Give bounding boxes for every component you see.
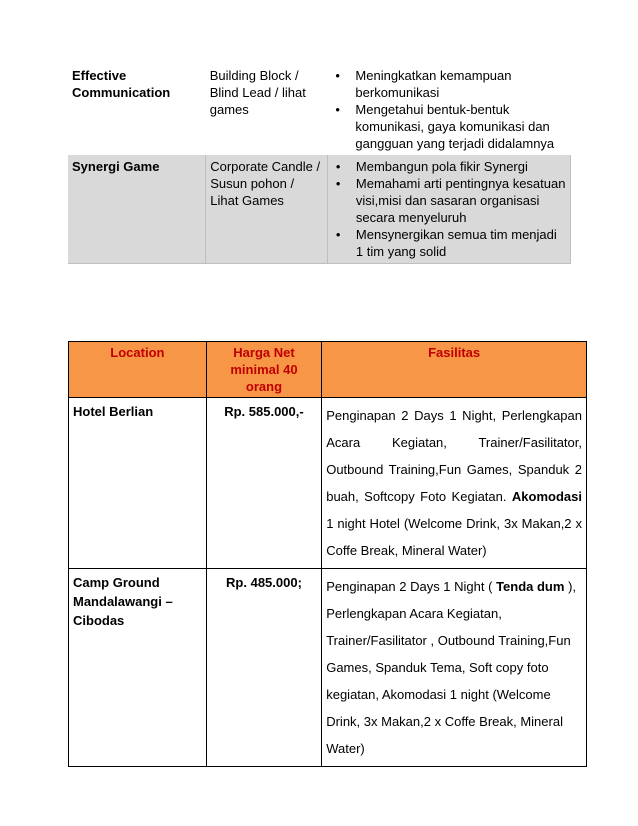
bullet-icon: • bbox=[335, 227, 341, 242]
location-cell: Hotel Berlian bbox=[69, 398, 207, 569]
objective-item: • Mengetahui bentuk-bentuk komunikasi, gaya komunikasi dan gangguan yang terjadi didalamnya bbox=[335, 102, 555, 151]
facilities-bold: Akomodasi bbox=[511, 489, 582, 504]
header-location: Location bbox=[69, 342, 207, 398]
activities-table bbox=[68, 64, 571, 264]
activity-games: Building Block / Blind Lead / lihat games bbox=[209, 68, 306, 117]
objective-item: • Memahami arti pentingnya kesatuan visi,misi dan sasaran organisasi secara menyeluruh bbox=[335, 176, 566, 225]
activity-objectives bbox=[327, 64, 570, 155]
activity-row bbox=[68, 64, 571, 155]
price-table bbox=[68, 341, 587, 767]
facilities-cell: Penginapan 2 Days 1 Night ( Tenda dum ), Perlengkapan Acara Kegiatan, Trainer/Fasilitator , Outbound Training,Fun Games, Spanduk Tema, Soft copy foto kegiatan, Akomodasi 1 night (Welcome Drink, 3x Makan,2 x Coffe Break, Mineral Water) bbox=[322, 569, 587, 767]
activity-name: Synergi Game bbox=[68, 155, 206, 264]
activity-games: Corporate Candle / Susun pohon / Lihat Games bbox=[206, 155, 328, 264]
facilities-bold: Tenda dum bbox=[496, 579, 565, 594]
activity-row bbox=[68, 155, 571, 264]
objective-item: • Meningkatkan kemampuan berkomunikasi bbox=[335, 68, 512, 100]
bullet-icon: • bbox=[335, 102, 340, 117]
activity-name: Effective Communication bbox=[72, 68, 171, 100]
price-cell: Rp. 485.000; bbox=[206, 569, 321, 767]
price-cell: Rp. 585.000,- bbox=[206, 398, 321, 569]
table-row bbox=[69, 398, 587, 569]
objective-item: • Membangun pola fikir Synergi bbox=[335, 159, 528, 174]
activity-objectives bbox=[327, 155, 570, 264]
price-table-header bbox=[69, 342, 587, 398]
bullet-icon: • bbox=[335, 176, 341, 191]
bullet-icon: • bbox=[335, 159, 341, 174]
header-price: Harga Net minimal 40 orang bbox=[206, 342, 321, 398]
objective-item: • Mensynergikan semua tim menjadi 1 tim yang solid bbox=[335, 227, 557, 259]
location-cell: Camp Ground Mandalawangi – Cibodas bbox=[69, 569, 207, 767]
table-row bbox=[69, 569, 587, 767]
bullet-icon: • bbox=[335, 68, 340, 83]
header-facilities: Fasilitas bbox=[322, 342, 587, 398]
facilities-cell: Penginapan 2 Days 1 Night, Perlengkapan Acara Kegiatan, Trainer/Fasilitator, Outbound Training,Fun Games, Spanduk 2 buah, Softcopy Foto Kegiatan. Akomodasi 1 night Hotel (Welcome Drink, 3x Makan,2 x Coffe Break, Mineral Water) bbox=[322, 398, 587, 569]
